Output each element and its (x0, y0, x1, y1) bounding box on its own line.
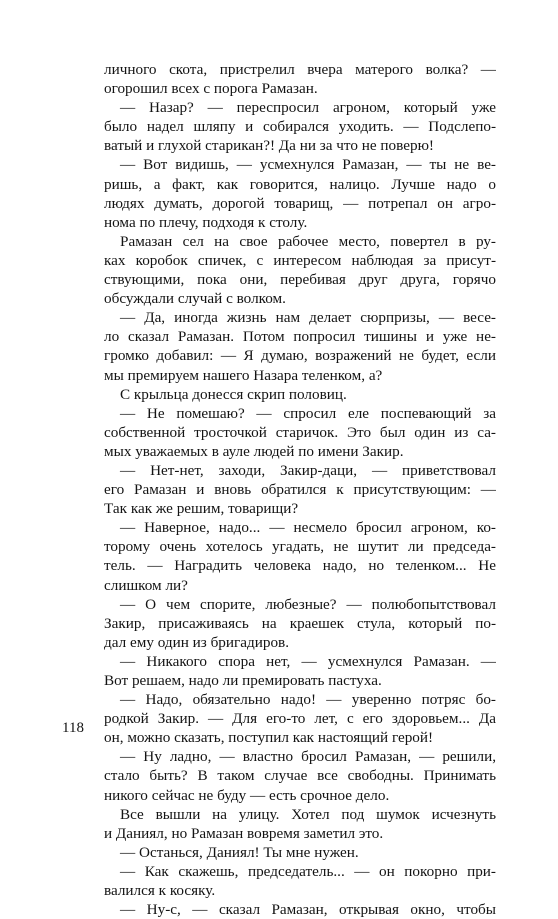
text-line: — Ну-с, — сказал Рамазан, открывая окно, чтобы (120, 901, 496, 919)
page-number: 118 (62, 720, 84, 736)
text-line: Так как же решим, товарищи? (104, 500, 299, 518)
text-line: его Рамазан и вновь обратился к присутствующим: — (104, 481, 496, 499)
text-line: — Как скажешь, председатель... — он покорно при- (120, 862, 496, 880)
text-line: ках коробок спичек, с интересом наблюдая за присут- (104, 251, 496, 269)
text-line: — Надо, обязательно надо! — уверенно потряс бо- (120, 691, 496, 709)
text-line: ло сказал Рамазан. Потом попросил тишины и уже не- (104, 328, 496, 346)
text-line: — Наверное, надо... — несмело бросил агроном, ко- (120, 519, 496, 537)
text-line: мы премируем нашего Назара теленком, а? (104, 366, 383, 384)
text-line: Все вышли на улицу. Хотел под шумок исчезнуть (120, 805, 496, 823)
page-text-block (104, 60, 496, 919)
text-line: Вот решаем, надо ли премировать пастуха. (104, 672, 382, 689)
text-line: — Ну ладно, — властно бросил Рамазан, — решили, (120, 748, 496, 766)
text-line: — Нет-нет, заходи, Закир-даци, — приветствовал (120, 461, 496, 479)
text-line: — О чем спорите, любезные? — полюбопытствовал (120, 595, 496, 613)
text-line: людях думать, дорогой товарищ, — потрепал он агро- (104, 194, 496, 212)
text-line: торому очень хотелось угадать, не шутит ли председа- (104, 538, 496, 556)
text-line: громко добавил: — Я думаю, возражений не будет, если (104, 347, 496, 365)
text-line: валился к косяку. (104, 882, 216, 900)
text-line: — Не помешаю? — спросил еле поспевающий за (120, 404, 496, 422)
text-line: и Даниял, но Рамазан вовремя заметил это. (104, 824, 384, 842)
text-line: дал ему один из бригадиров. (104, 633, 290, 651)
text-line: — Никакого спора нет, — усмехнулся Рамазан. — (120, 652, 496, 670)
text-line: стало быть? В таком случае все свободны. Принимать (104, 767, 496, 785)
text-line: С крыльца донесся скрип половиц. (120, 385, 347, 403)
text-line: — Вот видишь, — усмехнулся Рамазан, — ты не ве- (120, 156, 496, 174)
text-line: тель. — Наградить человека надо, но теленком... Не (104, 557, 496, 575)
text-line: мых уважаемых в ауле людей по имени Закир. (104, 442, 404, 460)
text-line: слишком ли? (104, 576, 188, 594)
text-line: собственной тросточкой старичок. Это был один из са- (104, 423, 496, 441)
text-line: ришь, а факт, как говорится, налицо. Лучше надо о (104, 175, 496, 193)
text-line: никого сейчас не буду — есть срочное дело. (104, 786, 390, 804)
text-line: обсуждали случай с волком. (104, 290, 286, 308)
text-line: Закир, присаживаясь на краешек стула, который по- (104, 614, 496, 632)
text-line: родкой Закир. — Для его-то лет, с его здоровьем... Да (104, 710, 496, 728)
text-line: нома по плечу, подходя к столу. (104, 213, 308, 231)
text-line: он, можно сказать, поступил как настоящий герой! (104, 729, 434, 747)
text-line: — Да, иногда жизнь нам делает сюрпризы, — весе- (120, 309, 496, 327)
text-line: огорошил всех с порога Рамазан. (104, 80, 318, 98)
text-line: ствующими, пока они, перебивая друг друга, горячо (104, 271, 496, 289)
text-line: — Останься, Даниял! Ты мне нужен. (120, 843, 359, 861)
text-line: ватый и глухой старикан?! Да ни за что не поверю! (104, 137, 434, 155)
text-line: — Назар? — переспросил агроном, который уже (120, 99, 496, 117)
text-line: личного скота, пристрелил вчера матерого волка? — (104, 61, 496, 78)
text-line: Рамазан сел на свое рабочее место, повертел в ру- (120, 232, 496, 250)
text-line: было надел шляпу и собирался уходить. — Подслепо- (104, 118, 496, 136)
